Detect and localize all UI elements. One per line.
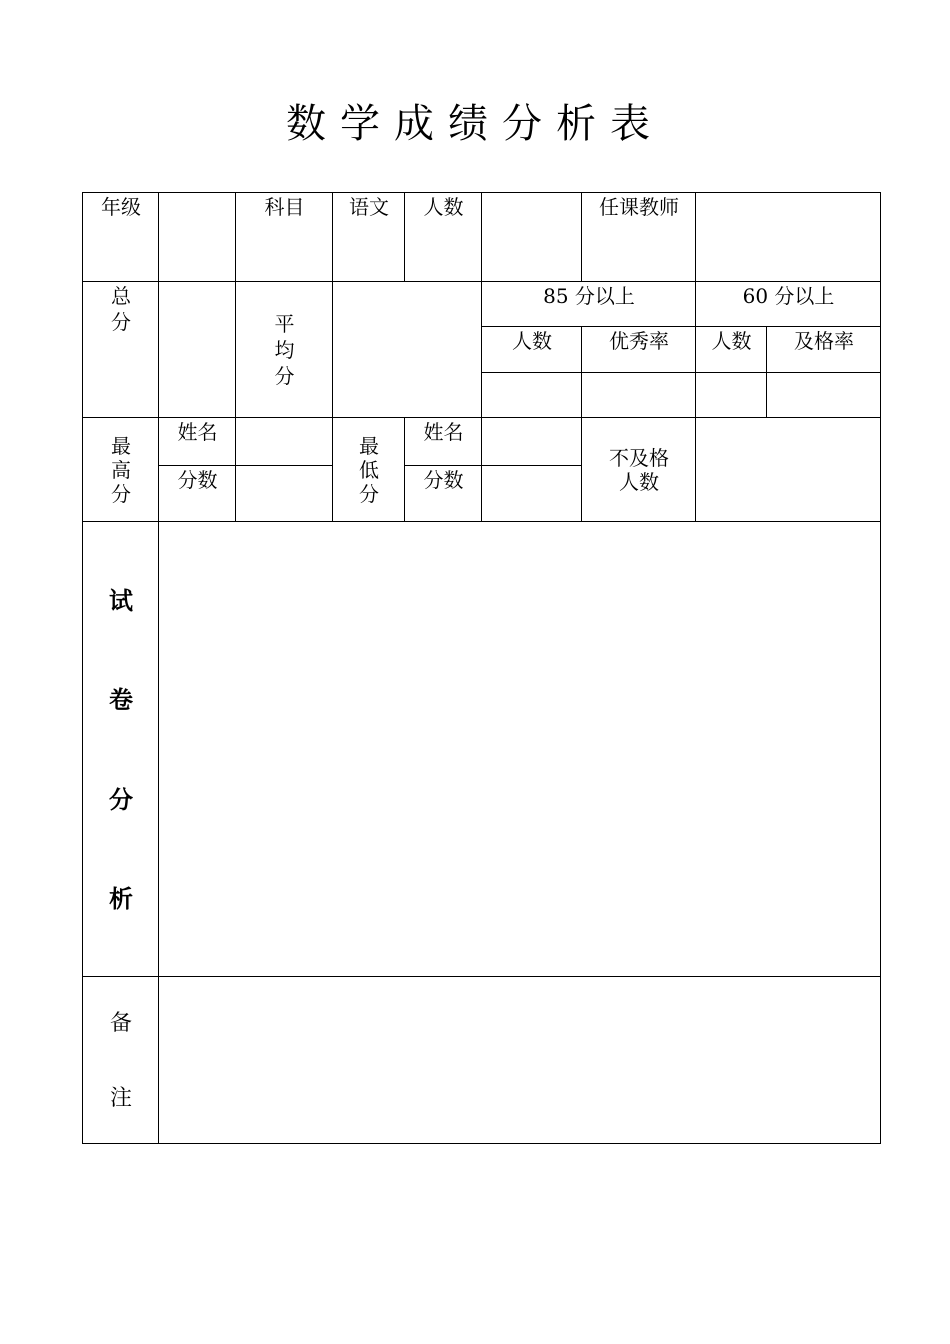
excellent-rate-label: 优秀率 xyxy=(609,329,669,353)
excellent-count-label-cell xyxy=(481,326,582,373)
lowest-name-label-cell xyxy=(404,417,482,466)
lowest-score-label-char: 分 xyxy=(359,482,379,506)
total-score-label-char: 分 xyxy=(111,310,131,334)
subject-label-cell xyxy=(235,192,333,282)
above-60-header xyxy=(695,281,881,327)
average-score-label-char: 平 xyxy=(274,312,295,336)
average-score-label-cell xyxy=(235,281,333,418)
teacher-value-cell[interactable] xyxy=(695,192,881,282)
lowest-score-sub-label: 分数 xyxy=(423,468,464,492)
excellent-count-value-cell[interactable] xyxy=(481,372,582,418)
analysis-content-cell[interactable] xyxy=(158,521,881,977)
pass-rate-value-cell[interactable] xyxy=(766,372,881,418)
pass-count-label-cell xyxy=(695,326,767,373)
highest-score-label-char: 分 xyxy=(111,482,131,506)
pass-count-label: 人数 xyxy=(711,329,752,353)
highest-score-sub-label: 分数 xyxy=(177,468,218,492)
pass-count-value-cell[interactable] xyxy=(695,372,767,418)
table-bottom-border xyxy=(82,1143,881,1144)
pass-rate-label: 及格率 xyxy=(794,329,854,353)
above-60-label: 60 分以上 xyxy=(742,284,835,308)
highest-score-value-cell[interactable] xyxy=(235,465,333,522)
highest-score-label-char: 最 xyxy=(111,434,131,458)
above-85-label: 85 分以上 xyxy=(543,284,635,308)
page-title: 数学成绩分析表 xyxy=(286,101,664,147)
above-85-header xyxy=(481,281,696,327)
excellent-rate-label-cell xyxy=(581,326,696,373)
highest-score-label-cell xyxy=(82,417,159,522)
highest-score-label-cell-2 xyxy=(158,465,236,522)
total-score-value-cell[interactable] xyxy=(158,281,236,418)
pass-rate-label-cell xyxy=(766,326,881,373)
subject-value: 语文 xyxy=(349,195,389,219)
grade-label-cell xyxy=(82,192,159,282)
average-score-label-char: 均 xyxy=(274,338,295,362)
highest-name-value-cell[interactable] xyxy=(235,417,333,466)
teacher-label-cell xyxy=(581,192,696,282)
fail-count-label-cell xyxy=(581,417,696,522)
lowest-score-label-cell xyxy=(332,417,405,522)
student-count-value-cell[interactable] xyxy=(481,192,582,282)
grade-value-cell[interactable] xyxy=(158,192,236,282)
fail-count-value-cell[interactable] xyxy=(695,417,881,522)
lowest-name-label: 姓名 xyxy=(423,420,464,444)
analysis-label-cell xyxy=(82,521,159,977)
table-right-border xyxy=(880,192,881,1143)
lowest-name-value-cell[interactable] xyxy=(481,417,582,466)
student-count-label: 人数 xyxy=(423,195,464,219)
analysis-label-char: 析 xyxy=(109,884,133,913)
teacher-label: 任课教师 xyxy=(599,195,679,219)
remarks-label-char: 注 xyxy=(109,1086,132,1111)
lowest-score-label-char: 低 xyxy=(359,458,379,482)
highest-name-label-cell xyxy=(158,417,236,466)
remarks-label-cell xyxy=(82,976,159,1144)
highest-score-label-char: 高 xyxy=(111,458,131,482)
subject-value-cell xyxy=(332,192,405,282)
excellent-count-label: 人数 xyxy=(512,329,552,353)
highest-name-label: 姓名 xyxy=(177,420,218,444)
lowest-score-label-char: 最 xyxy=(359,434,379,458)
subject-label: 科目 xyxy=(264,195,305,219)
total-score-label-cell xyxy=(82,281,159,418)
total-score-label-char: 总 xyxy=(111,284,131,308)
fail-count-label-line: 人数 xyxy=(619,470,659,494)
lowest-score-value-cell[interactable] xyxy=(481,465,582,522)
student-count-label-cell xyxy=(404,192,482,282)
excellent-rate-value-cell[interactable] xyxy=(581,372,696,418)
average-score-value-cell[interactable] xyxy=(332,281,482,418)
lowest-score-label-cell-2 xyxy=(404,465,482,522)
grade-label: 年级 xyxy=(101,195,141,219)
analysis-label-char: 分 xyxy=(109,785,133,814)
fail-count-label-line: 不及格 xyxy=(609,446,669,470)
analysis-label-char: 卷 xyxy=(109,685,133,714)
remarks-label-char: 备 xyxy=(109,1011,132,1036)
remarks-content-cell[interactable] xyxy=(158,976,881,1144)
analysis-label-char: 试 xyxy=(109,586,133,615)
average-score-label-char: 分 xyxy=(274,364,295,388)
